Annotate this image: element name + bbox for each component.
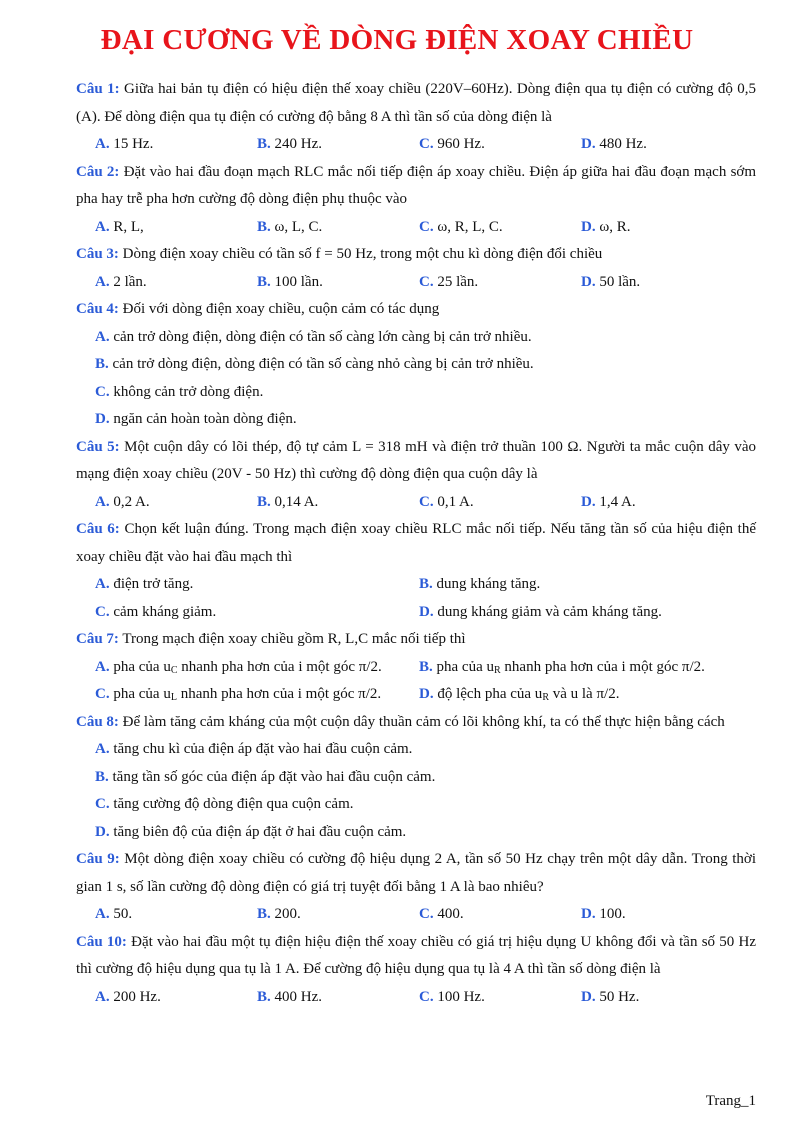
option-letter: D. <box>419 686 434 702</box>
option <box>419 599 743 627</box>
option <box>419 984 581 1012</box>
option <box>95 379 756 407</box>
option <box>95 791 756 819</box>
question <box>76 241 756 269</box>
option <box>95 984 257 1012</box>
question-number: Câu 5: <box>76 438 120 455</box>
option <box>581 214 743 242</box>
option-text: điện trở tăng. <box>113 576 194 592</box>
subscript: C <box>170 664 178 676</box>
option-letter: D. <box>581 218 596 235</box>
option <box>95 351 756 379</box>
option-letter: D. <box>581 988 596 1005</box>
option-letter: B. <box>257 273 271 290</box>
option-text: 240 Hz. <box>274 136 323 152</box>
option <box>95 214 257 242</box>
question-number: Câu 4: <box>76 301 119 317</box>
options-row <box>76 599 756 627</box>
option-letter: A. <box>95 218 110 235</box>
question-text: Trong mạch điện xoay chiều gồm R, L,C mắc nối tiếp thì <box>122 631 466 647</box>
option-letter: D. <box>95 411 110 427</box>
question-number: Câu 3: <box>76 246 119 262</box>
option <box>419 214 581 242</box>
option-text: cản trở dòng điện, dòng điện có tần số càng nhỏ càng bị cản trở nhiều. <box>112 356 534 372</box>
option-letter: C. <box>419 273 434 290</box>
question <box>76 76 756 131</box>
option <box>95 324 756 352</box>
option-letter: A. <box>95 741 110 757</box>
option-text: 15 Hz. <box>113 136 154 152</box>
question-text: Giữa hai bản tụ điện có hiệu điện thế xoay chiều (220V–60Hz). Dòng điện qua tụ điện có cường độ 0,5 (A). Để dòng điện qua tụ điện có cường độ bằng 8 A thì tần số của dòng điện là <box>76 81 757 125</box>
option-letter: B. <box>95 768 109 785</box>
question-text: Dòng điện xoay chiều có tần số f = 50 Hz, trong một chu kì dòng điện đổi chiều <box>122 246 603 262</box>
option <box>95 736 756 764</box>
option-letter: A. <box>95 576 110 592</box>
option-text: 1,4 A. <box>599 493 636 510</box>
option <box>95 406 756 434</box>
page-title: ĐẠI CƯƠNG VỀ DÒNG ĐIỆN XOAY CHIỀU <box>100 24 694 56</box>
option-text: 50 lần. <box>599 273 641 290</box>
question <box>76 846 756 901</box>
option-letter: B. <box>257 988 271 1005</box>
question-number: Câu 2: <box>76 163 120 180</box>
question-number: Câu 7: <box>76 631 119 647</box>
options-row <box>76 901 756 929</box>
option-letter: B. <box>257 906 271 922</box>
options-column <box>76 736 756 846</box>
option-text: nhanh pha hơn của i một góc π/2. <box>177 658 382 675</box>
option-letter: A. <box>95 493 110 510</box>
option <box>257 131 419 159</box>
option-text: 400 Hz. <box>274 988 323 1005</box>
option-text: 25 lần. <box>437 273 479 290</box>
option <box>419 269 581 297</box>
option-text: nhanh pha hơn của i một góc π/2. <box>176 686 382 702</box>
option-text: 960 Hz. <box>437 136 485 152</box>
option-text: R, L, <box>113 218 144 235</box>
option-text: ω, L, C. <box>274 218 323 235</box>
option <box>581 269 743 297</box>
option <box>95 819 756 847</box>
option <box>95 571 419 599</box>
option-text: pha của u <box>113 686 171 702</box>
option-text: 2 lần. <box>113 273 147 290</box>
question <box>76 516 756 571</box>
option-letter: C. <box>95 686 110 702</box>
option-letter: B. <box>95 356 109 372</box>
option <box>95 489 257 517</box>
option-text: dung kháng giảm và cảm kháng tăng. <box>437 603 662 620</box>
page-number: Trang_1 <box>705 1093 756 1109</box>
option-letter: B. <box>257 218 271 235</box>
option <box>95 269 257 297</box>
option-letter: B. <box>257 493 271 510</box>
question <box>76 434 756 489</box>
option-text: dung kháng tăng. <box>436 576 541 592</box>
options-row <box>76 654 756 682</box>
question-list <box>76 76 756 1011</box>
options-row <box>76 131 756 159</box>
option <box>95 599 419 627</box>
question <box>76 929 756 984</box>
option <box>257 901 419 929</box>
question <box>76 709 756 737</box>
option <box>581 901 743 929</box>
option-text: cản trở dòng điện, dòng điện có tần số càng lớn càng bị cản trở nhiều. <box>113 328 532 345</box>
option-text: 50. <box>113 906 133 922</box>
question <box>76 296 756 324</box>
option <box>257 489 419 517</box>
question-text: Đặt vào hai đầu một tụ điện hiệu điện thế xoay chiều có giá trị hiệu dụng U không đổi và tần số 50 Hz thì cường độ hiệu dụng qua tụ là 1 A. Để cường độ hiệu dụng qua tụ là 4 A thì tần số dòng điện là <box>76 933 757 977</box>
option-text: nhanh pha hơn của i một góc π/2. <box>500 658 705 675</box>
options-row <box>76 214 756 242</box>
option-text: 0,14 A. <box>274 493 319 510</box>
question-number: Câu 8: <box>76 713 119 730</box>
option-letter: B. <box>419 658 433 675</box>
options-row <box>76 269 756 297</box>
option-text: ω, R, L, C. <box>437 218 503 235</box>
options-column <box>76 324 756 434</box>
option <box>257 269 419 297</box>
option-letter: C. <box>419 988 434 1005</box>
question-text: Một cuộn dây có lõi thép, độ tự cảm L = 318 mH và điện trở thuần 100 Ω. Người ta mắc cuộn dây vào mạng điện xoay chiều (20V - 50 Hz) thì cường độ dòng điện qua cuộn dây là <box>76 438 756 482</box>
option-letter: A. <box>95 273 110 290</box>
option-text: 0,1 A. <box>437 493 474 510</box>
option <box>95 131 257 159</box>
option-letter: C. <box>95 383 110 400</box>
option-text: tăng tần số góc của điện áp đặt vào hai đầu cuộn cảm. <box>112 768 436 785</box>
option-text: tăng cường độ dòng điện qua cuộn cảm. <box>113 796 354 812</box>
option-text: 480 Hz. <box>599 136 647 152</box>
option-letter: D. <box>95 823 110 840</box>
option-text: pha của u <box>436 658 494 675</box>
option-text: 200 Hz. <box>113 988 161 1005</box>
option <box>419 901 581 929</box>
options-row <box>76 984 756 1012</box>
question-text: Chọn kết luận đúng. Trong mạch điện xoay chiều RLC mắc nối tiếp. Nếu tăng tần số của hiệu điện thế xoay chiều đặt vào hai đầu mạch thì <box>76 521 756 565</box>
options-row <box>76 681 756 709</box>
option <box>419 131 581 159</box>
option-text: 0,2 A. <box>113 493 150 510</box>
option-letter: A. <box>95 988 110 1005</box>
option-letter: D. <box>581 493 596 510</box>
option-text: tăng chu kì của điện áp đặt vào hai đầu cuộn cảm. <box>113 741 413 757</box>
option <box>419 489 581 517</box>
option-letter: A. <box>95 658 110 675</box>
question-text: Đặt vào hai đầu đoạn mạch RLC mắc nối tiếp điện áp xoay chiều. Điện áp giữa hai đầu đoạn mạch sớm pha hay trễ pha hơn cường độ dòng điện phụ thuộc vào <box>76 163 757 207</box>
option-letter: C. <box>95 603 110 620</box>
option-letter: B. <box>419 576 433 592</box>
option-letter: C. <box>419 136 434 152</box>
option-letter: D. <box>581 906 596 922</box>
question-number: Câu 9: <box>76 851 120 867</box>
options-row <box>76 571 756 599</box>
option-letter: D. <box>581 273 596 290</box>
option <box>581 131 743 159</box>
option <box>95 681 419 709</box>
question-number: Câu 10: <box>76 933 127 950</box>
option-text: tăng biên độ của điện áp đặt ở hai đầu cuộn cảm. <box>113 823 407 840</box>
option-text: 100 lần. <box>274 273 323 290</box>
options-row <box>76 489 756 517</box>
option-letter: A. <box>95 906 110 922</box>
option-text: cảm kháng giảm. <box>113 603 217 620</box>
option <box>257 984 419 1012</box>
subscript: R <box>494 664 501 676</box>
option-text: 100. <box>599 906 626 922</box>
option-letter: C. <box>95 796 110 812</box>
option <box>581 984 743 1012</box>
question <box>76 159 756 214</box>
option-letter: C. <box>419 493 434 510</box>
option <box>419 681 743 709</box>
option-letter: D. <box>581 136 596 152</box>
option <box>95 901 257 929</box>
option-text: 200. <box>274 906 301 922</box>
option <box>95 654 419 682</box>
option-text: 400. <box>437 906 464 922</box>
option <box>419 571 743 599</box>
option <box>95 764 756 792</box>
option-text: 100 Hz. <box>437 988 485 1005</box>
question <box>76 626 756 654</box>
option-letter: C. <box>419 906 434 922</box>
question-number: Câu 6: <box>76 521 120 537</box>
question-number: Câu 1: <box>76 81 120 97</box>
option <box>581 489 743 517</box>
option-text: không cản trở dòng điện. <box>113 383 264 400</box>
option-text: pha của u <box>113 658 171 675</box>
question-text: Một dòng điện xoay chiều có cường độ hiệu dụng 2 A, tần số 50 Hz chạy trên một dây dẫn. Trong thời gian 1 s, số lần cường độ dòng điện có giá trị tuyệt đối bằng 1 A là bao nhiêu? <box>76 851 757 895</box>
option-letter: C. <box>419 218 434 235</box>
option <box>257 214 419 242</box>
option-letter: B. <box>257 136 271 152</box>
option-text: độ lệch pha của u <box>437 686 543 702</box>
option-text: và u là π/2. <box>548 686 620 702</box>
option-letter: A. <box>95 328 110 345</box>
question-text: Để làm tăng cảm kháng của một cuộn dây thuần cảm có lõi không khí, ta có thể thực hiện bằng cách <box>122 713 725 730</box>
question-text: Đối với dòng điện xoay chiều, cuộn cảm có tác dụng <box>122 301 440 317</box>
option <box>419 654 743 682</box>
option-letter: D. <box>419 603 434 620</box>
subscript: L <box>170 692 177 703</box>
option-text: ω, R. <box>599 218 631 235</box>
option-text: 50 Hz. <box>599 988 640 1005</box>
option-text: ngăn cản hoàn toàn dòng điện. <box>113 411 297 427</box>
subscript: R <box>542 692 549 703</box>
option-letter: A. <box>95 136 110 152</box>
